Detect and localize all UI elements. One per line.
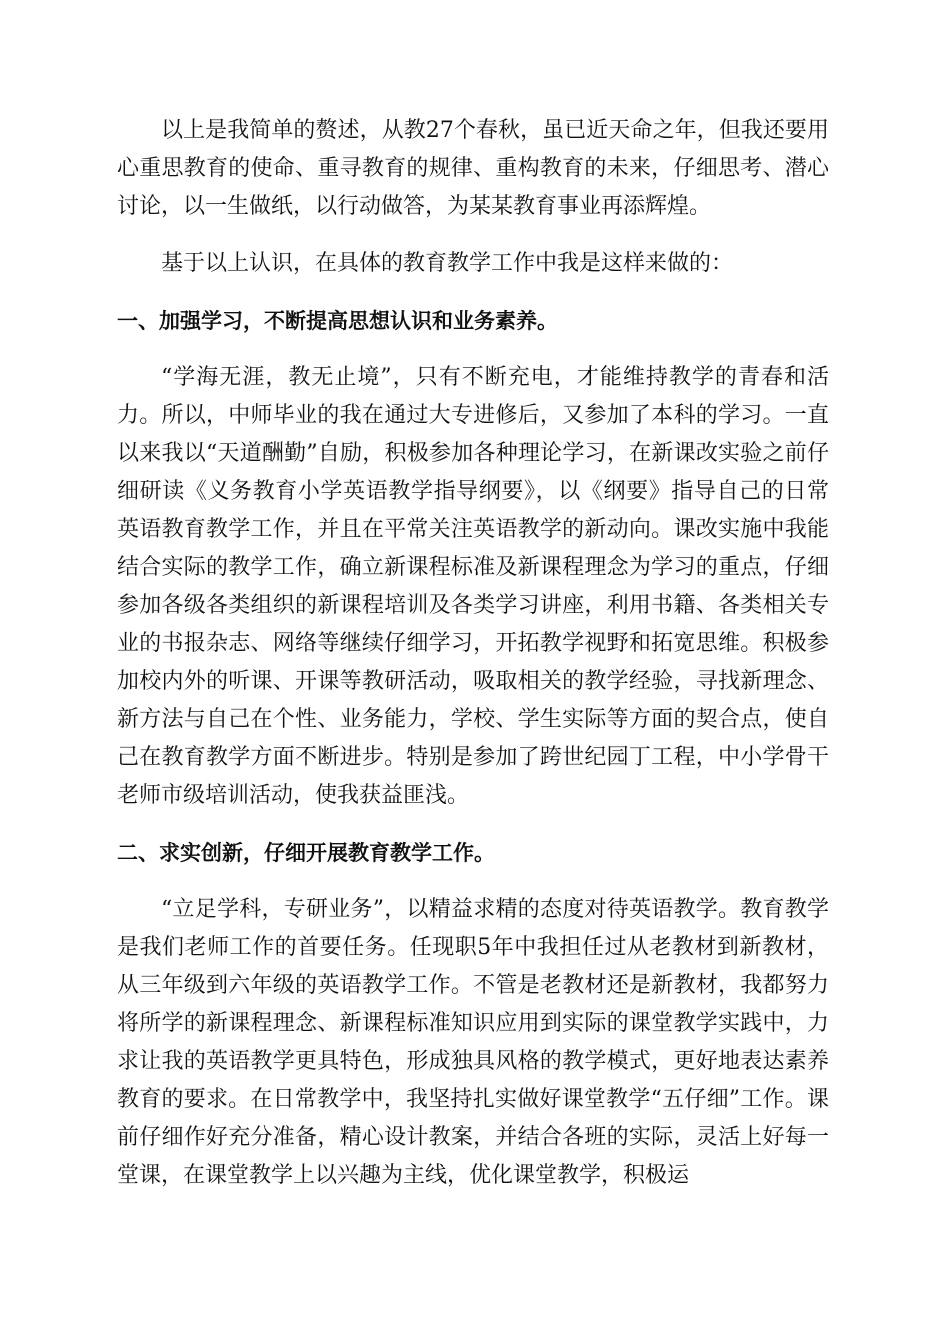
paragraph-study: “学海无涯，教无止境”，只有不断充电，才能维持教学的青春和活力。所以，中师毕业的我在通过大专进修后，又参加了本科的学习。一直以来我以“天道酬勤”自励，积极参加各种理论学习，在新课改实验之前仔细研读《义务教育小学英语教学指导纲要》，以《纲要》指导自己的日常英语教育教学工作，并且在平常关注英语教学的新动向。课改实施中我能结合实际的教学工作，确立新课程标准及新课程理念为学习的重点，仔细参加各级各类组织的新课程培训及各类学习讲座，利用书籍、各类相关专业的书报杂志、网络等继续仔细学习，开拓教学视野和拓宽思维。积极参加校内外的听课、开课等教研活动，吸取相关的教学经验，寻找新理念、新方法与自己在个性、业务能力，学校、学生实际等方面的契合点，使自己在教育教学方面不断进步。特别是参加了跨世纪园丁工程，中小学骨干老师市级培训活动，使我获益匪浅。 bbox=[117, 365, 829, 808]
paragraph-summary: 以上是我简单的赘述，从教27个春秋，虽已近天命之年，但我还要用心重思教育的使命、重寻教育的规律、重构教育的未来，仔细思考、潜心讨论，以一生做纸，以行动做答，为某某教育事业再添辉煌。 bbox=[117, 118, 829, 219]
paragraph-gap bbox=[117, 815, 829, 834]
section-heading-1: 一、加强学习，不断提高思想认识和业务素养。 bbox=[117, 309, 558, 333]
paragraph-gap bbox=[117, 226, 829, 245]
paragraph-intro: 基于以上认识，在具体的教育教学工作中我是这样来做的： bbox=[161, 251, 734, 276]
section-heading-2: 二、求实创新，仔细开展教育教学工作。 bbox=[117, 841, 495, 865]
paragraph-gap bbox=[117, 340, 829, 359]
document-body bbox=[117, 112, 829, 1195]
paragraph-teaching: “立足学科，专研业务”，以精益求精的态度对待英语教学。教育教学是我们老师工作的首要任务。任现职5年中我担任过从老教材到新教材，从三年级到六年级的英语教学工作。不管是老教材还是新教材，我都努力将所学的新课程理念、新课程标准知识应用到实际的课堂教学实践中，力求让我的英语教学更具特色，形成独具风格的教学模式，更好地表达素养教育的要求。在日常教学中，我坚持扎实做好课堂教学“五仔细”工作。课前仔细作好充分准备，精心设计教案，并结合各班的实际，灵活上好每一堂课，在课堂教学上以兴趣为主线，优化课堂教学，积极运 bbox=[117, 897, 829, 1188]
paragraph-gap bbox=[117, 872, 829, 891]
paragraph-gap bbox=[117, 283, 829, 302]
